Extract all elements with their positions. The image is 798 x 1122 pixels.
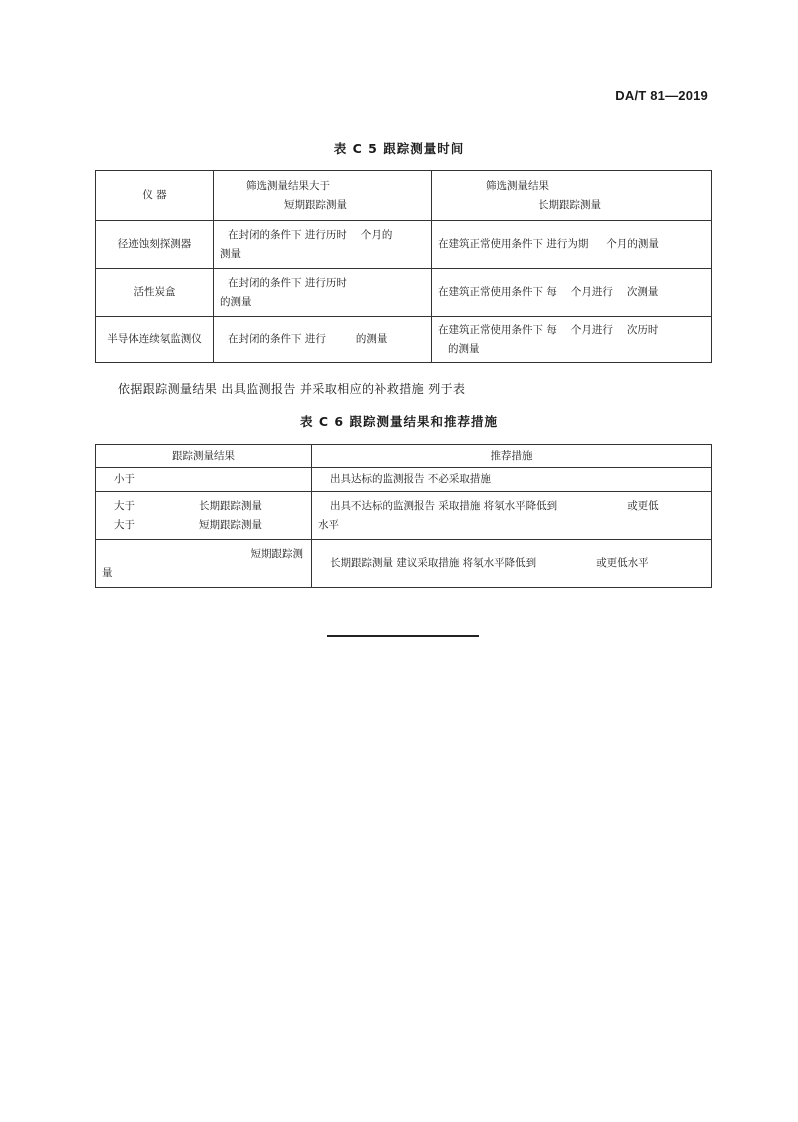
header-result: 跟踪测量结果 bbox=[96, 445, 312, 468]
cell-text: 水平 bbox=[318, 518, 339, 531]
header-long-line2: 长期跟踪测量 bbox=[538, 198, 601, 211]
cell-text: 个月的 bbox=[360, 228, 393, 241]
measure-cell bbox=[312, 492, 712, 540]
body-paragraph: 依据跟踪测量结果 出具监测报告 并采取相应的补救措施 列于表 bbox=[118, 382, 466, 396]
cell-text: 出具达标的监测报告 不必采取措施 bbox=[330, 473, 491, 485]
cell-text: 测量 bbox=[220, 247, 241, 260]
long-term-cell bbox=[432, 221, 712, 269]
result-cell bbox=[96, 492, 312, 540]
cell-text: 个月进行 bbox=[570, 323, 613, 336]
table-c5-title: 表 C 5 跟踪测量时间 bbox=[333, 141, 465, 156]
table-row bbox=[96, 317, 712, 363]
result-cell bbox=[96, 540, 312, 588]
table-row bbox=[96, 540, 712, 588]
cell-text: 在封闭的条件下 进行历时 bbox=[228, 228, 347, 241]
table-c5-header-row bbox=[96, 171, 712, 221]
table-row bbox=[96, 221, 712, 269]
instrument-cell: 活性炭盒 bbox=[96, 269, 214, 317]
cell-text: 次历时 bbox=[626, 323, 659, 336]
cell-text: 大于 bbox=[114, 499, 135, 512]
cell-text: 出具不达标的监测报告 采取措施 将氡水平降低到 bbox=[330, 499, 558, 512]
cell-text: 的测量 bbox=[220, 295, 252, 308]
cell-text: 的测量 bbox=[448, 342, 480, 355]
cell-text: 小于 bbox=[114, 473, 135, 485]
document-code: DA/T 81—2019 bbox=[615, 88, 708, 103]
instrument-cell: 径迹蚀刻探测器 bbox=[96, 221, 214, 269]
measure-cell bbox=[312, 540, 712, 588]
cell-text: 长期跟踪测量 建议采取措施 将氡水平降低到 bbox=[330, 557, 537, 569]
short-term-cell bbox=[214, 221, 432, 269]
table-row bbox=[96, 269, 712, 317]
cell-text: 的测量 bbox=[355, 333, 388, 345]
cell-text: 在建筑正常使用条件下 每 bbox=[438, 323, 557, 336]
cell-text: 或更低水平 bbox=[596, 557, 649, 569]
cell-text: 或更低 bbox=[627, 499, 659, 512]
cell-text: 在建筑正常使用条件下 每 bbox=[438, 286, 557, 298]
cell-text: 大于 bbox=[114, 518, 135, 531]
cell-text: 在封闭的条件下 进行历时 bbox=[228, 276, 347, 289]
cell-text: 个月进行 bbox=[570, 286, 613, 298]
header-instrument: 仪 器 bbox=[96, 171, 214, 221]
cell-text: 次测量 bbox=[626, 286, 659, 298]
cell-text: 短期跟踪测 bbox=[250, 547, 303, 560]
cell-text: 在封闭的条件下 进行 bbox=[228, 333, 326, 345]
end-rule bbox=[327, 635, 479, 637]
cell-text: 长期跟踪测量 bbox=[199, 499, 262, 512]
short-term-cell bbox=[214, 269, 432, 317]
instrument-cell: 半导体连续氡监测仪 bbox=[96, 317, 214, 363]
header-short-line2: 短期跟踪测量 bbox=[284, 198, 347, 211]
long-term-cell bbox=[432, 269, 712, 317]
header-short-line1: 筛选测量结果大于 bbox=[246, 179, 330, 192]
table-row bbox=[96, 468, 712, 492]
table-c6 bbox=[95, 444, 712, 588]
table-c6-header-row bbox=[96, 445, 712, 468]
measure-cell bbox=[312, 468, 712, 492]
result-cell bbox=[96, 468, 312, 492]
cell-text: 在建筑正常使用条件下 进行为期 bbox=[438, 238, 589, 250]
header-short-term bbox=[214, 171, 432, 221]
short-term-cell bbox=[214, 317, 432, 363]
table-c6-title: 表 C 6 跟踪测量结果和推荐措施 bbox=[300, 414, 498, 429]
header-measure: 推荐措施 bbox=[312, 445, 712, 468]
table-row bbox=[96, 492, 712, 540]
table-c5 bbox=[95, 170, 712, 363]
long-term-cell bbox=[432, 317, 712, 363]
cell-text: 个月的测量 bbox=[606, 238, 659, 250]
cell-text: 量 bbox=[102, 566, 113, 579]
header-long-line1: 筛选测量结果 bbox=[486, 179, 549, 192]
header-long-term bbox=[432, 171, 712, 221]
cell-text: 短期跟踪测量 bbox=[199, 518, 262, 531]
